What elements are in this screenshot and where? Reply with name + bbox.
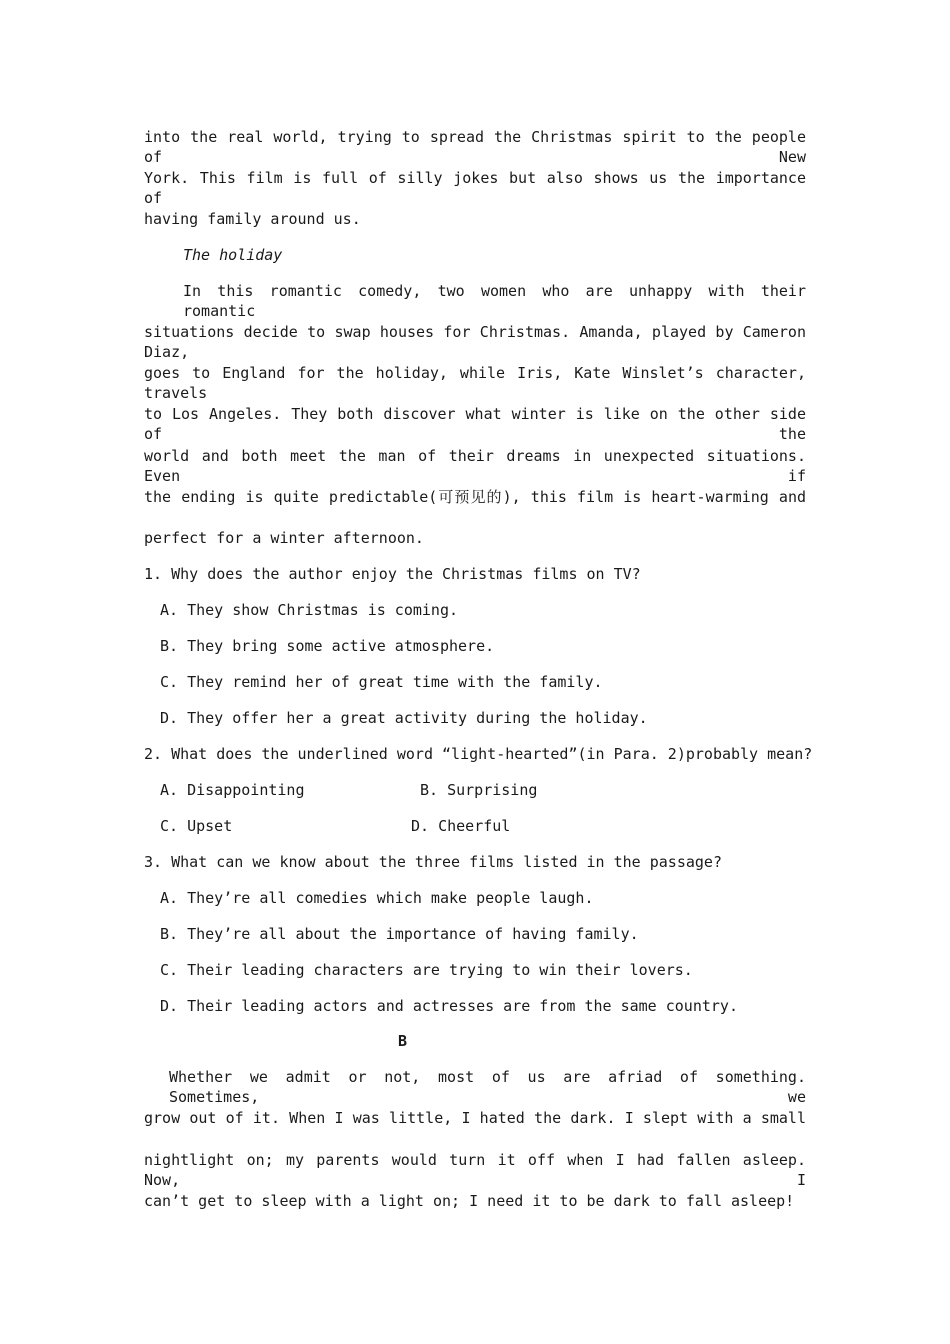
question-option: B. Surprising xyxy=(420,781,538,799)
passage-b-line: grow out of it. When I was little, I hated the dark. I slept with a small xyxy=(144,1109,806,1127)
question-stem: 3. What can we know about the three films listed in the passage? xyxy=(144,853,722,871)
question-option: C. Their leading characters are trying to win their lovers. xyxy=(160,961,693,979)
section-heading: B xyxy=(398,1032,408,1050)
film-paragraph-line: the ending is quite predictable(可预见的), this film is heart-warming and xyxy=(144,488,806,506)
passage-a-line: York. This film is full of silly jokes but also shows us the importance of xyxy=(144,169,806,207)
passage-b-line: Whether we admit or not, most of us are afriad of something. Sometimes, we xyxy=(169,1068,806,1106)
question-stem: 1. Why does the author enjoy the Christmas films on TV? xyxy=(144,565,641,583)
question-option: A. They’re all comedies which make people laugh. xyxy=(160,889,594,907)
question-option: C. Upset xyxy=(160,817,233,835)
passage-a-line: having family around us. xyxy=(144,210,361,228)
passage-b-line: can’t get to sleep with a light on; I need it to be dark to fall asleep! xyxy=(144,1192,795,1210)
question-option: C. They remind her of great time with the family. xyxy=(160,673,603,691)
film-paragraph-line: perfect for a winter afternoon. xyxy=(144,529,424,547)
film-paragraph-line: In this romantic comedy, two women who are unhappy with their romantic xyxy=(183,282,806,320)
passage-a-line: into the real world, trying to spread the Christmas spirit to the people of New xyxy=(144,128,806,166)
film-paragraph-line: to Los Angeles. They both discover what winter is like on the other side of the xyxy=(144,405,806,443)
film-paragraph-line: goes to England for the holiday, while Iris, Kate Winslet’s character, travels xyxy=(144,364,806,402)
question-option: D. Their leading actors and actresses are from the same country. xyxy=(160,997,738,1015)
question-option: A. They show Christmas is coming. xyxy=(160,601,459,619)
film-title: The holiday xyxy=(183,246,283,264)
question-option: D. Cheerful xyxy=(411,817,511,835)
question-option: B. They bring some active atmosphere. xyxy=(160,637,495,655)
film-paragraph-line: world and both meet the man of their dreams in unexpected situations. Even if xyxy=(144,447,806,485)
question-option: D. They offer her a great activity during the holiday. xyxy=(160,709,648,727)
question-option: B. They’re all about the importance of having family. xyxy=(160,925,639,943)
passage-b-line: nightlight on; my parents would turn it off when I had fallen asleep. Now, I xyxy=(144,1151,806,1189)
question-stem: 2. What does the underlined word “light-hearted”(in Para. 2)probably mean? xyxy=(144,745,813,763)
question-option: A. Disappointing xyxy=(160,781,305,799)
film-paragraph-line: situations decide to swap houses for Christmas. Amanda, played by Cameron Diaz, xyxy=(144,323,806,361)
